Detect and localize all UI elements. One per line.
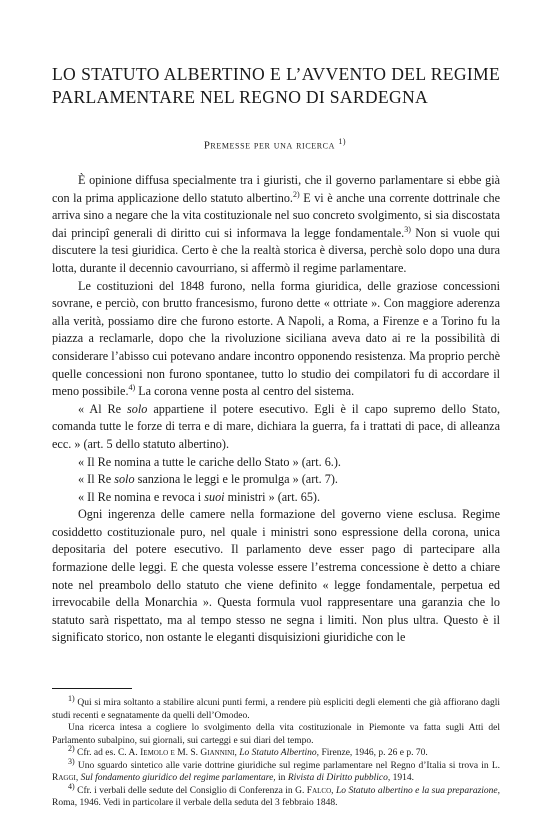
footnote-divider (52, 688, 132, 689)
quotation-art-7 (52, 471, 500, 489)
text-run: appartiene il potere esecutivo. Egli è il capo supremo dello Stato, comanda tutte le forze di terra e di mare, dichiara la guerra, fa i trattati di pace, di alleanza ecc. » (art. 5 dello statuto albertino). (52, 401, 500, 451)
footnote-number: 4) (68, 781, 75, 791)
footnote-number: 3) (68, 756, 75, 766)
footnotes (52, 693, 501, 810)
text-run: Non si vuole qui discutere la tesi giuridica. Certo è che la realtà storica è diversa, perchè solo dopo una dura lotta, durante il decennio cavourriano, si affermò il regime parlamentare. (52, 225, 500, 275)
book-title: Lo Statuto albertino e la sua preparazione, (333, 785, 501, 796)
footnote-ref: 4) (128, 383, 136, 393)
emphasis: solo (127, 401, 148, 416)
quotation-art-6: « Il Re nomina a tutte le cariche dello Stato » (art. 6.). (78, 454, 341, 469)
text-run: « Il Re nomina e revoca i (78, 489, 205, 504)
footnote (52, 693, 501, 722)
footnote (52, 743, 500, 760)
footnote-ref: 3) (404, 224, 411, 234)
emphasis: solo (114, 472, 135, 487)
footnote-text: Uno sguardo sintetico alle varie dottrine giuridiche sul regime parlamentare nel Regno d’Italia si trova in (77, 760, 492, 771)
footnote-text: in (275, 773, 288, 783)
footnote-text: 1914. (390, 773, 414, 783)
article-title: Sul fondamento giuridico del regime parlamentare, (78, 773, 276, 783)
text-run: « Al Re (78, 401, 128, 416)
footnote-number: 1) (68, 693, 75, 703)
subheading-text: Premesse per una ricerca (203, 139, 335, 152)
footnote-text: Roma, 1946. Vedi in particolare il verbale della seduta del 3 febbraio 1848. (52, 798, 338, 808)
footnote-text: Cfr. ad es. (77, 748, 118, 758)
text-run: E vi è anche una corrente dottrinale che arriva sino a negare che la vita costituzionale nel suo concreto svolgimento, si sia discostata dai principî generali di diritto cui si informava la legge fondamentale. (52, 190, 500, 240)
text-run: « Il Re (78, 472, 115, 487)
text-run: Le costituzioni del 1848 furono, nella forma giuridica, delle graziose concessioni sovrane, e perciò, con brutto francesismo, furono dette « ottriate ». Con maggiore aderenza alla verità, possiamo dire che furono estorte. A Napoli, a Roma, a Firenze e a Torino fu la piazza a reclamarle, dopo che la rivoluzione siciliana aveva dato ai re la possibilità di considerare l’abisso cui potevano andare incontro opponendo resistenza. Ma proprio perchè quelle concessioni non furono spontanee, tutto lo studio dei compilatori fu di accordare il meno possibile. (52, 278, 500, 399)
text-run: ministri » (art. 65). (224, 489, 321, 504)
footnote-number: 2) (68, 743, 75, 753)
footnote (52, 781, 501, 810)
emphasis: suoi (204, 489, 225, 504)
footnote (52, 722, 500, 747)
paragraph (52, 278, 500, 401)
quotation-art-65 (52, 489, 500, 507)
footnote-ref: 1) (338, 137, 347, 146)
author-name: L. Raggi, (52, 760, 500, 783)
journal-title: Rivista di Diritto pubblico, (287, 773, 391, 783)
book-title: Lo Statuto Albertino, (236, 748, 320, 758)
quotation-art-5 (52, 401, 500, 454)
footnote-ref: 2) (292, 189, 300, 199)
paragraph: Ogni ingerenza delle camere nella formazione del governo viene esclusa. Regime cosiddetto costituzionale puro, nel quale i ministri sono espressione della corona, unica depositaria del potere esecutivo. Il parlamento deve esser pago di partecipare alla formazione delle leggi. E che questa volesse essere l’estrema concessione è detto a chiare note nel preambolo dello statuto che viene definito « legge fondamentale, perpetua ed irrevocabile della Monarchia ». Questa formula vuol rappresentare una garanzia che lo statuto sarà rispettato, ma al tempo stesso ne segna i limiti. Non plus ultra. Questo è il significato storico, non ostante le eleganti disquisizioni giuridiche con le (52, 507, 500, 645)
footnote-text: Una ricerca intesa a cogliere lo svolgimento della vita costituzionale in Piemonte va fatta sugli Atti del Parlamento subalpino, sui giornali, sui carteggi e sui diari del tempo. (52, 723, 500, 746)
footnote (52, 756, 500, 785)
author-name: G. Falco, (295, 785, 334, 796)
chapter-title: LO STATUTO ALBERTINO E L’AVVENTO DEL REGIME PARLAMENTARE NEL REGNO DI SARDEGNA (52, 64, 500, 107)
footnote-text: Firenze, 1946, p. 26 e p. 70. (319, 748, 428, 758)
text-run: sanziona le leggi e le promulga » (art. 7). (134, 472, 338, 487)
footnote-text: Qui si mira soltanto a stabilire alcuni punti fermi, a rendere più espliciti degli elementi che già affiorano dagli studi recenti e segnatamente da quelli dell’Omodeo. (52, 698, 501, 721)
footnote-text: Cfr. i verbali delle sedute del Consiglio di Conferenza in (77, 785, 296, 796)
text-run: La corona venne posta al centro del sistema. (135, 384, 355, 399)
section-subheading (0, 137, 550, 152)
body-text (52, 172, 500, 647)
author-name: C. A. Iemolo e M. S. Giannini, (117, 748, 237, 758)
paragraph (52, 172, 500, 278)
text-run: È opinione diffusa specialmente tra i giuristi, che il governo parlamentare si ebbe già con la prima applicazione dello statuto albertino. (52, 173, 500, 205)
